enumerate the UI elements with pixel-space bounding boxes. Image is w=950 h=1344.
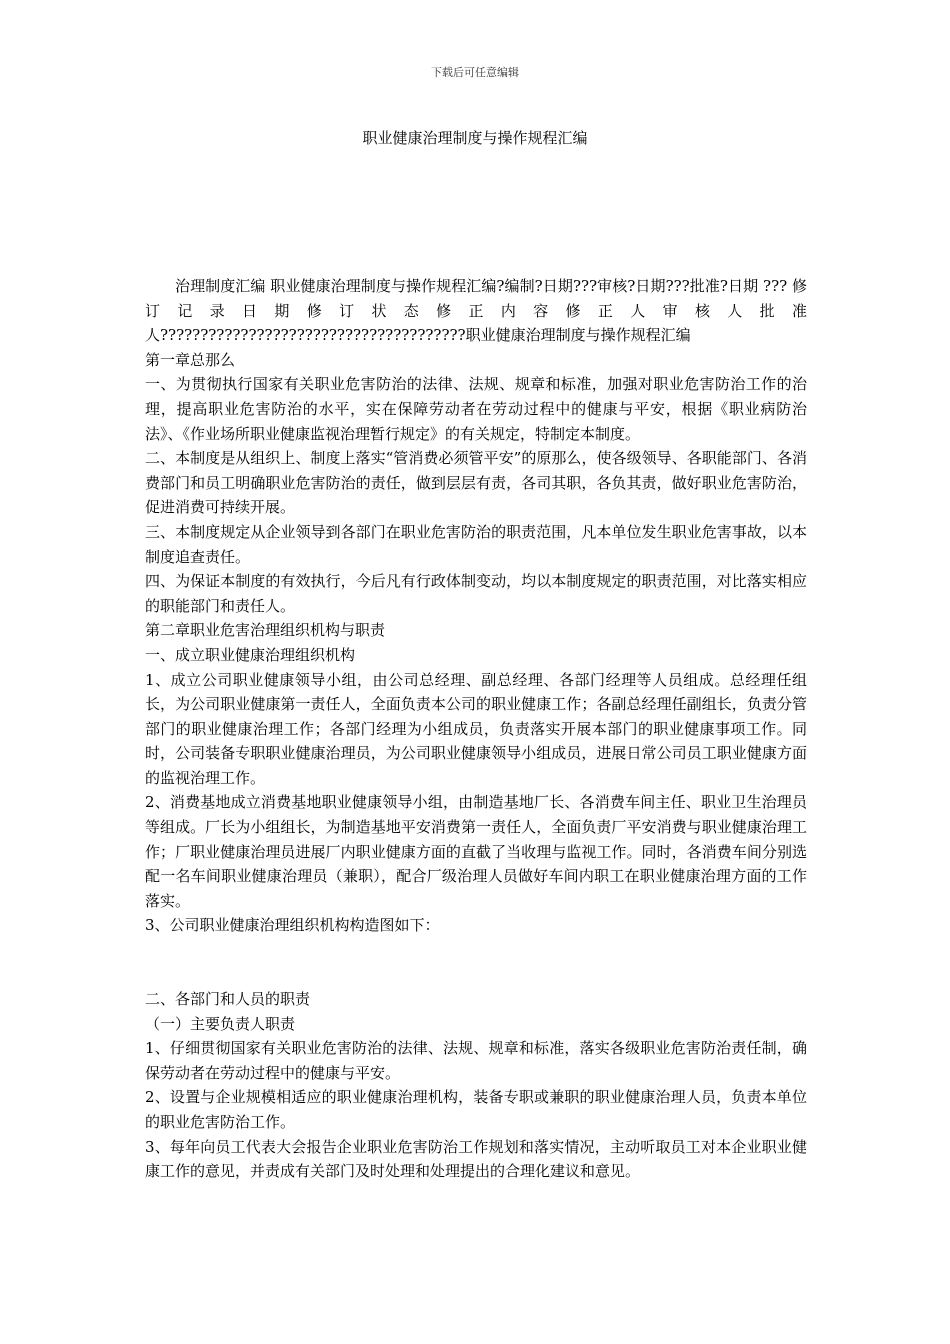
chapter-1-paragraph-1: 一、为贯彻执行国家有关职业危害防治的法律、法规、规章和标准，加强对职业危害防治工作的治理，提高职业危害防治的水平，实在保障劳动者在劳动过程中的健康与平安，根据《职业病防治法》、《作业场所职业健康监视治理暂行规定》的有关规定，特制定本制度。: [145, 375, 807, 443]
subsection-1-heading: （一）主要负责人职责: [145, 1014, 296, 1033]
header-note: 下载后可任意编辑: [431, 66, 519, 79]
section-1-heading: 一、成立职业健康治理组织机构: [145, 645, 356, 664]
org-chart-placeholder: [145, 938, 807, 987]
chapter-1-paragraph-3: 三、本制度规定从企业领导到各部门在职业危害防治的职责范围，凡本单位发生职业危害事故，以本制度追查责任。: [145, 522, 807, 566]
duty-item-3: 3、每年向员工代表大会报告企业职业危害防治工作规划和落实情况，主动听取员工对本企业职业健康工作的意见，并责成有关部门及时处理和处理提出的合理化建议和意见。: [145, 1137, 807, 1181]
chapter-2-heading: 第二章职业危害治理组织机构与职责: [145, 621, 386, 640]
chapter-1-heading: 第一章总那么: [145, 350, 236, 369]
chapter-1-paragraph-4: 四、为保证本制度的有效执行，今后凡有行政体制变动，均以本制度规定的职责范围，对比落实相应的职能部门和责任人。: [145, 572, 807, 615]
section-1-item-3: 3、公司职业健康治理组织机构构造图如下：: [145, 916, 440, 935]
section-1-item-1: 1、成立公司职业健康领导小组，由公司总经理、副总经理、各部门经理等人员组成。总经理任组长，为公司职业健康第一责任人，全面负责本公司的职业健康工作；各副总经理任副组长，负责分管部门的职业健康治理工作；各部门经理为小组成员，负责落实开展本部门的职业健康事项工作。同时，公司装备专职职业健康治理员，为公司职业健康领导小组成员，进展日常公司员工职业健康方面的监视治理工作。: [145, 670, 807, 787]
intro-paragraph: 治理制度汇编 职业健康治理制度与操作规程汇编?编制?日期???审核?日期???批准?日期 ??? 修 订 记 录 日 期 修 订 状 态 修 正 内 容 修 正 人 审 核 人 批 准 人??????????????????????????????????????职业健康治理制度与操作规程汇编: [145, 277, 807, 345]
duty-item-1: 1、仔细贯彻国家有关职业危害防治的法律、法规、规章和标准，落实各级职业危害防治责任制，确保劳动者在劳动过程中的健康与平安。: [145, 1039, 807, 1082]
duty-item-2: 2、设置与企业规模相适应的职业健康治理机构，装备专职或兼职的职业健康治理人员，负责本单位的职业危害防治工作。: [145, 1088, 807, 1131]
chapter-1-paragraph-2: 二、本制度是从组织上、制度上落实“管消费必须管平安”的原那么，使各级领导、各职能部门、各消费部门和员工明确职业危害防治的责任，做到层层有责，各司其职，各负其责，做好职业危害防治，促进消费可持续开展。: [145, 449, 807, 517]
section-1-item-2: 2、消费基地成立消费基地职业健康领导小组，由制造基地厂长、各消费车间主任、职业卫生治理员等组成。厂长为小组组长，为制造基地平安消费第一责任人，全面负责厂平安消费与职业健康治理工作；厂职业健康治理员进展厂内职业健康方面的直截了当收理与监视工作。同时，各消费车间分别选配一名车间职业健康治理员（兼职），配合厂级治理人员做好车间内职工在职业健康治理方面的工作落实。: [145, 793, 807, 910]
document-body: [145, 274, 807, 1184]
section-2-heading: 二、各部门和人员的职责: [145, 990, 311, 1009]
document-title: 职业健康治理制度与操作规程汇编: [362, 129, 588, 147]
